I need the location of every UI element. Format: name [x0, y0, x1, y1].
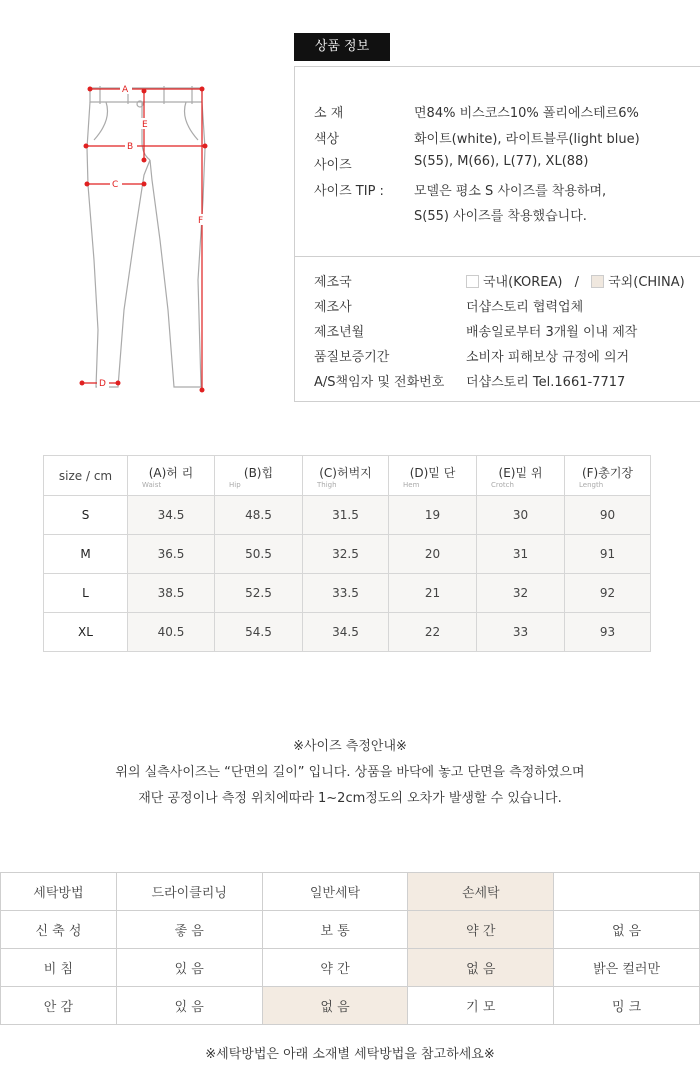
col-crotch: (E)밑 위 Crotch — [477, 456, 565, 496]
table-cell: 90 — [565, 496, 651, 535]
table-row — [1, 911, 700, 949]
origin-label: 제조국 — [314, 275, 352, 290]
table-cell: 30 — [477, 496, 565, 535]
table-row — [1, 873, 700, 911]
table-cell: 드라이클리닝 — [116, 873, 262, 911]
table-cell: 50.5 — [215, 535, 303, 574]
product-info-title: 상품 정보 — [294, 33, 390, 61]
product-info-divider — [294, 256, 700, 257]
table-cell-selected: 약 간 — [408, 911, 554, 949]
table-cell: 약 간 — [262, 949, 408, 987]
table-cell: 91 — [565, 535, 651, 574]
manufacturer-label: 제조사 — [314, 300, 352, 315]
col-hem: (D)밑 단 Hem — [389, 456, 477, 496]
size-notice-line-1: 위의 실측사이즈는 “단면의 길이” 입니다. 상품을 바닥에 놓고 단면을 측정하였으며 — [115, 765, 585, 780]
table-cell: 34.5 — [128, 496, 215, 535]
size-tip-label: 사이즈 TIP : — [314, 184, 384, 199]
col-length: (F)총기장 Length — [565, 456, 651, 496]
care-row-label: 세탁방법 — [1, 873, 117, 911]
table-row — [44, 535, 651, 574]
warranty-label: 품질보증기간 — [314, 350, 390, 365]
diagram-label-d: D — [99, 379, 106, 389]
table-cell-selected: 손세탁 — [408, 873, 554, 911]
care-row-label: 신 축 성 — [1, 911, 117, 949]
care-row-label: 안 감 — [1, 987, 117, 1025]
care-footer-note: ※세탁방법은 아래 소재별 세탁방법을 참고하세요※ — [205, 1047, 495, 1062]
table-cell: 밍 크 — [554, 987, 700, 1025]
origin-separator: / — [574, 275, 579, 290]
table-cell: 92 — [565, 574, 651, 613]
table-row — [44, 496, 651, 535]
table-cell: 31 — [477, 535, 565, 574]
table-cell-selected: 없 음 — [262, 987, 408, 1025]
color-label: 색상 — [314, 132, 340, 147]
table-cell: 54.5 — [215, 613, 303, 652]
size-table-corner: size / cm — [44, 456, 128, 496]
diagram-label-f: F — [198, 216, 204, 226]
size-label: 사이즈 — [314, 158, 352, 173]
diagram-label-b: B — [127, 142, 134, 152]
col-thigh: (C)허벅지 Thigh — [303, 456, 389, 496]
row-size: S — [44, 496, 128, 535]
size-value: S(55), M(66), L(77), XL(88) — [414, 154, 589, 169]
color-value: 화이트(white), 라이트블루(light blue) — [414, 132, 640, 147]
material-value: 면84% 비스코스10% 폴리에스테르6% — [414, 106, 639, 121]
table-cell: 48.5 — [215, 496, 303, 535]
origin-options — [466, 271, 685, 290]
as-contact-value: 더샵스토리 Tel.1661-7717 — [466, 375, 626, 390]
table-cell: 좋 음 — [116, 911, 262, 949]
table-cell: 있 음 — [116, 949, 262, 987]
manufacture-date-label: 제조년월 — [314, 325, 365, 340]
checkbox-china — [591, 275, 604, 288]
manufacturer-value: 더샵스토리 협력업체 — [466, 300, 584, 315]
pants-diagram — [72, 80, 217, 400]
table-cell: 32 — [477, 574, 565, 613]
table-cell: 93 — [565, 613, 651, 652]
table-cell: 있 음 — [116, 987, 262, 1025]
warranty-value: 소비자 피해보상 규정에 의거 — [466, 350, 630, 365]
size-table — [43, 455, 651, 652]
table-cell: 52.5 — [215, 574, 303, 613]
origin-china: 국외(CHINA) — [608, 275, 685, 290]
table-cell: 보 통 — [262, 911, 408, 949]
table-cell: 40.5 — [128, 613, 215, 652]
table-cell: 38.5 — [128, 574, 215, 613]
checkbox-korea — [466, 275, 479, 288]
care-row-label: 비 침 — [1, 949, 117, 987]
table-row — [44, 613, 651, 652]
diagram-label-a: A — [122, 85, 129, 95]
table-cell: 일반세탁 — [262, 873, 408, 911]
row-size: M — [44, 535, 128, 574]
table-cell: 22 — [389, 613, 477, 652]
table-cell: 19 — [389, 496, 477, 535]
table-cell: 31.5 — [303, 496, 389, 535]
table-cell — [554, 873, 700, 911]
table-cell: 32.5 — [303, 535, 389, 574]
row-size: L — [44, 574, 128, 613]
size-notice-title: ※사이즈 측정안내※ — [293, 739, 407, 754]
table-row — [44, 574, 651, 613]
care-table — [0, 872, 700, 1025]
table-cell: 없 음 — [554, 911, 700, 949]
table-cell-selected: 없 음 — [408, 949, 554, 987]
table-row — [1, 987, 700, 1025]
table-cell: 36.5 — [128, 535, 215, 574]
manufacture-date-value: 배송일로부터 3개월 이내 제작 — [466, 325, 638, 340]
table-cell: 20 — [389, 535, 477, 574]
material-label: 소 재 — [314, 106, 344, 121]
table-cell: 밝은 컬러만 — [554, 949, 700, 987]
as-contact-label: A/S책임자 및 전화번호 — [314, 375, 445, 390]
diagram-label-c: C — [112, 180, 119, 190]
table-row — [1, 949, 700, 987]
size-notice-line-2: 재단 공정이나 측정 위치에따라 1~2cm정도의 오차가 발생할 수 있습니다. — [138, 791, 562, 806]
table-cell: 33.5 — [303, 574, 389, 613]
table-cell: 기 모 — [408, 987, 554, 1025]
col-waist: (A)허 리 Waist — [128, 456, 215, 496]
size-table-header — [44, 456, 651, 496]
table-cell: 21 — [389, 574, 477, 613]
diagram-label-e: E — [142, 120, 148, 130]
row-size: XL — [44, 613, 128, 652]
table-cell: 33 — [477, 613, 565, 652]
origin-korea: 국내(KOREA) — [483, 275, 563, 290]
col-hip: (B)힙 Hip — [215, 456, 303, 496]
table-cell: 34.5 — [303, 613, 389, 652]
size-tip-value: 모델은 평소 S 사이즈를 착용하며, — [414, 184, 607, 199]
size-tip-value-2: S(55) 사이즈를 착용했습니다. — [414, 209, 587, 224]
